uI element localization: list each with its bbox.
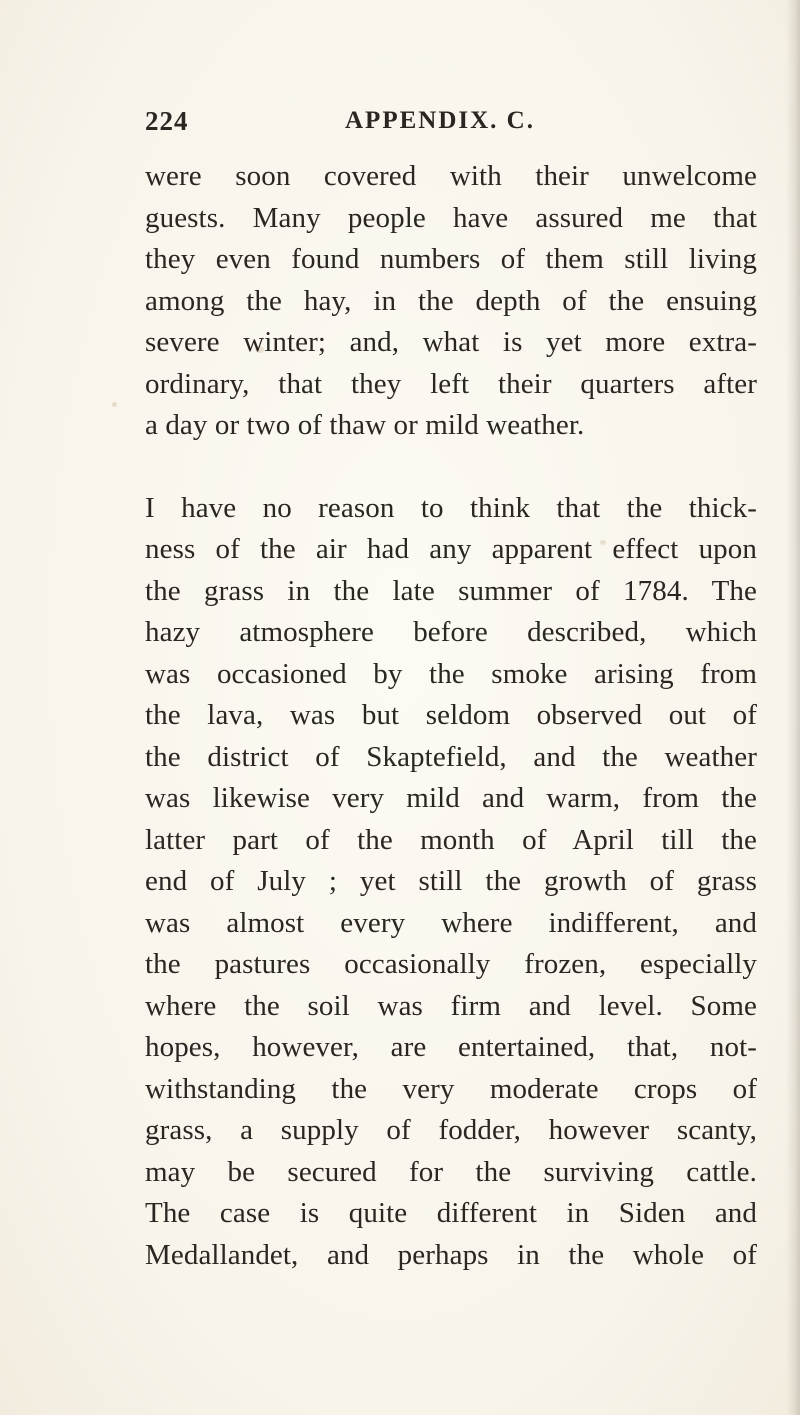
- text-line: the lava, was but seldom observed out of: [145, 699, 757, 731]
- text-line: was occasioned by the smoke arising from: [145, 657, 757, 690]
- text-line: was likewise very mild and warm, from the: [145, 782, 757, 814]
- running-head: APPENDIX. C.: [345, 107, 535, 134]
- paragraph-1: [145, 156, 757, 447]
- body-text: [145, 156, 757, 1276]
- text-line: hazy atmosphere before described, which: [145, 616, 757, 648]
- text-line: was almost every where indifferent, and: [145, 906, 757, 939]
- text-line: ness of the air had any apparent effect upon: [145, 533, 757, 565]
- text-line: the grass in the late summer of 1784. The: [145, 574, 757, 607]
- text-line: the district of Skaptefield, and the weather: [145, 740, 757, 773]
- text-line: may be secured for the surviving cattle.: [145, 1155, 757, 1188]
- text-line: among the hay, in the depth of the ensuing: [145, 284, 757, 317]
- text-line: the pastures occasionally frozen, especially: [145, 948, 757, 980]
- text-line: grass, a supply of fodder, however scanty,: [145, 1114, 757, 1146]
- text-line: where the soil was firm and level. Some: [145, 989, 757, 1022]
- page-edge-shadow: [786, 0, 800, 1415]
- page-header: [0, 96, 800, 146]
- paragraph-2: [145, 488, 757, 1277]
- text-line: hopes, however, are entertained, that, not-: [145, 1031, 757, 1063]
- paragraph-gap: [145, 447, 757, 488]
- text-line: were soon covered with their unwelcome: [145, 160, 757, 192]
- text-line: they even found numbers of them still living: [145, 243, 757, 275]
- text-line: end of July ; yet still the growth of grass: [145, 865, 757, 897]
- text-line: severe winter; and, what is yet more extra-: [145, 326, 757, 358]
- page-number: 224: [145, 106, 189, 136]
- text-line: Medallandet, and perhaps in the whole of: [145, 1238, 757, 1271]
- text-line: I have no reason to think that the thick-: [145, 491, 757, 524]
- text-line: guests. Many people have assured me that: [145, 201, 757, 234]
- text-line: The case is quite different in Siden and: [145, 1197, 757, 1229]
- paper-speck: [112, 402, 117, 407]
- text-line: ordinary, that they left their quarters after: [145, 367, 757, 400]
- text-line: withstanding the very moderate crops of: [145, 1072, 757, 1105]
- text-line: a day or two of thaw or mild weather.: [145, 409, 585, 441]
- text-line: latter part of the month of April till the: [145, 823, 757, 856]
